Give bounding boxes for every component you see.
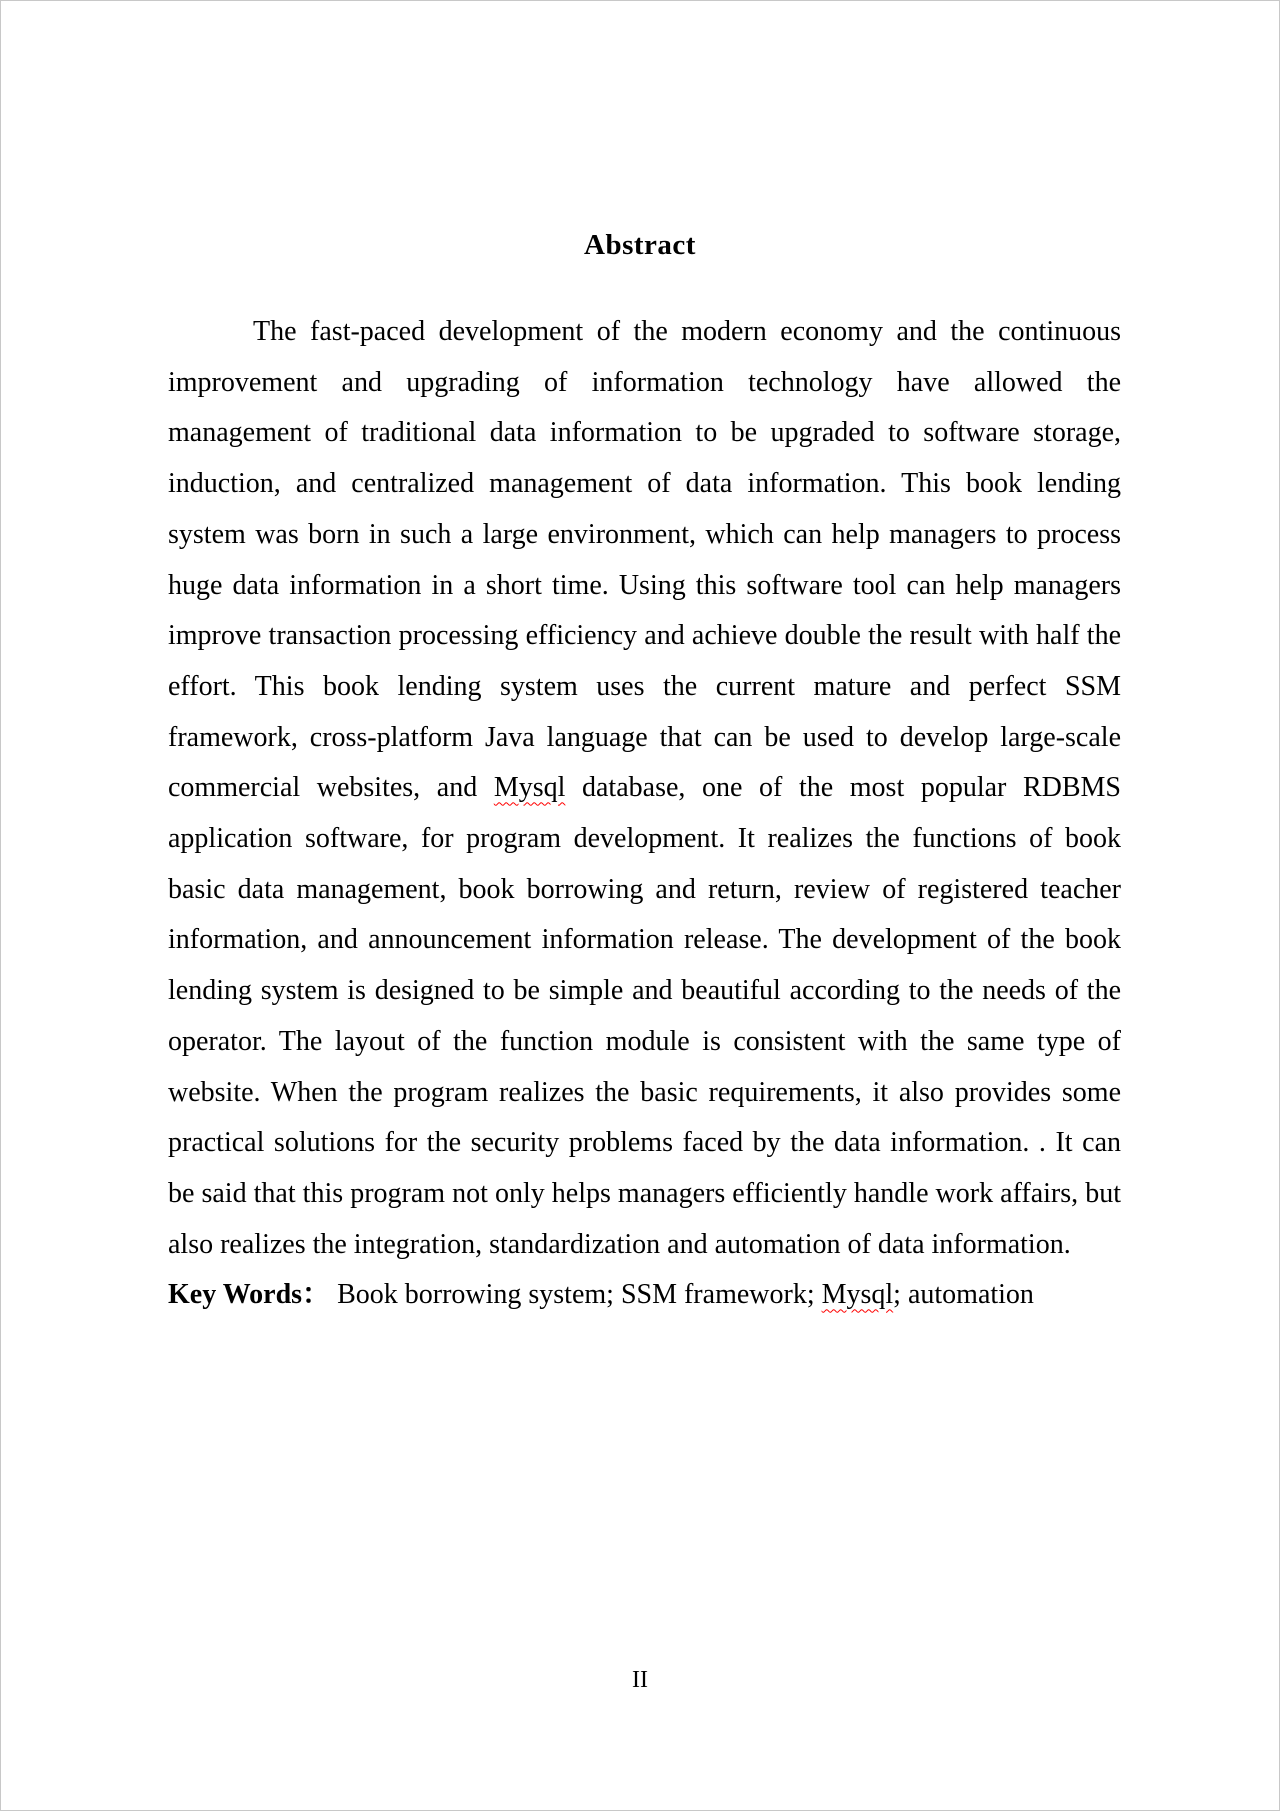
keywords-text-before: Book borrowing system; SSM framework;	[330, 1279, 822, 1311]
page-number: II	[632, 1667, 648, 1693]
abstract-paragraph	[168, 307, 1121, 1270]
paragraph-text-before: The fast-paced development of the modern economy and the continuous improvement and upgrading of information technology have allowed the management of traditional data information to be upgraded to software storage, induction, and centralized management of data information. This book lending system was born in such a large environment, which can help managers to process huge data information in a short time. Using this software tool can help managers improve transaction processing efficiency and achieve double the result with half the effort. This book lending system uses the current mature and perfect SSM framework, cross-platform Java language that can be used to develop large-scale commercial websites, and	[168, 316, 1121, 804]
keywords-label: Key Words：	[168, 1279, 331, 1311]
paragraph-text-after: database, one of the most popular RDBMS application software, for program development. It realizes the functions of book basic data management, book borrowing and return, review of registered teacher information, and announcement information release. The development of the book lending system is designed to be simple and beautiful according to the needs of the operator. The layout of the function module is consistent with the same type of website. When the program realizes the basic requirements, it also provides some practical solutions for the security problems faced by the data information. . It can be said that this program not only helps managers efficiently handle work affairs, but also realizes the integration, standardization and automation of data information.	[168, 772, 1122, 1260]
misspelled-word-mysql: Mysql	[493, 772, 566, 804]
keywords-misspelled-word-mysql: Mysql	[821, 1279, 894, 1311]
keywords-line	[168, 1270, 1121, 1321]
abstract-text-block	[168, 307, 1121, 1321]
keywords-text-after: ; automation	[893, 1279, 1034, 1311]
abstract-title: Abstract	[584, 229, 696, 261]
